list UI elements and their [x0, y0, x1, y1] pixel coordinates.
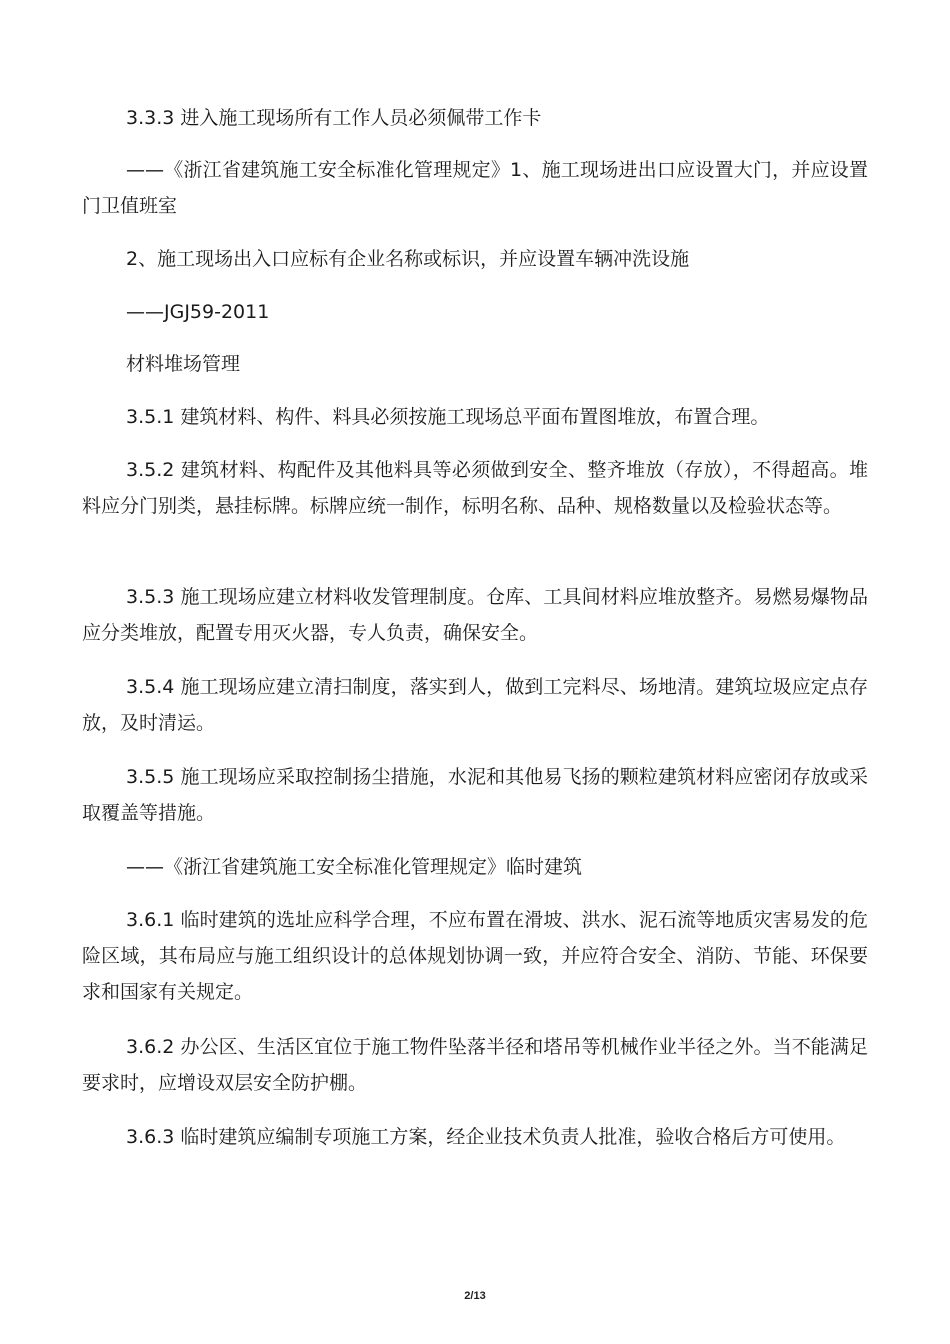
paragraph-3-3-3: 3.3.3 进入施工现场所有工作人员必须佩带工作卡 [126, 107, 542, 129]
paragraph-3-5-5: 3.5.5 施工现场应采取控制扬尘措施，水泥和其他易飞扬的颗粒建筑材料应密闭存放或采取覆盖等措施。 [82, 766, 868, 824]
paragraph-3-5-2: 3.5.2 建筑材料、构配件及其他料具等必须做到安全、整齐堆放（存放），不得超高。堆料应分门别类，悬挂标牌。标牌应统一制作，标明名称、品种、规格数量以及检验状态等。 [82, 459, 868, 517]
paragraph-3-6-2: 3.6.2 办公区、生活区宜位于施工物件坠落半径和塔吊等机械作业半径之外。当不能满足要求时，应增设双层安全防护棚。 [82, 1036, 868, 1094]
paragraph-zhejiang-regulation-temp-buildings: ——《浙江省建筑施工安全标准化管理规定》临时建筑 [126, 856, 583, 878]
paragraph-zhejiang-regulation-gate: ——《浙江省建筑施工安全标准化管理规定》1、施工现场进出口应设置大门，并应设置门卫值班室 [82, 159, 868, 217]
section-heading-material-yard: 材料堆场管理 [126, 353, 241, 375]
paragraph-3-6-1: 3.6.1 临时建筑的选址应科学合理，不应布置在滑坡、洪水、泥石流等地质灾害易发的危险区域，其布局应与施工组织设计的总体规划协调一致，并应符合安全、消防、节能、环保要求和国家有关规定。 [82, 909, 868, 1003]
paragraph-entrance-signage: 2、施工现场出入口应标有企业名称或标识，并应设置车辆冲洗设施 [126, 248, 690, 270]
page-number: 2/13 [464, 1290, 486, 1302]
paragraph-3-5-3: 3.5.3 施工现场应建立材料收发管理制度。仓库、工具间材料应堆放整齐。易燃易爆物品应分类堆放，配置专用灭火器，专人负责，确保安全。 [82, 586, 868, 644]
paragraph-jgj59-reference: ——JGJ59-2011 [126, 301, 270, 323]
paragraph-3-5-4: 3.5.4 施工现场应建立清扫制度，落实到人，做到工完料尽、场地清。建筑垃圾应定点存放，及时清运。 [82, 676, 868, 734]
paragraph-3-5-1: 3.5.1 建筑材料、构件、料具必须按施工现场总平面布置图堆放，布置合理。 [126, 406, 770, 428]
paragraph-3-6-3: 3.6.3 临时建筑应编制专项施工方案，经企业技术负责人批准，验收合格后方可使用。 [126, 1126, 846, 1148]
